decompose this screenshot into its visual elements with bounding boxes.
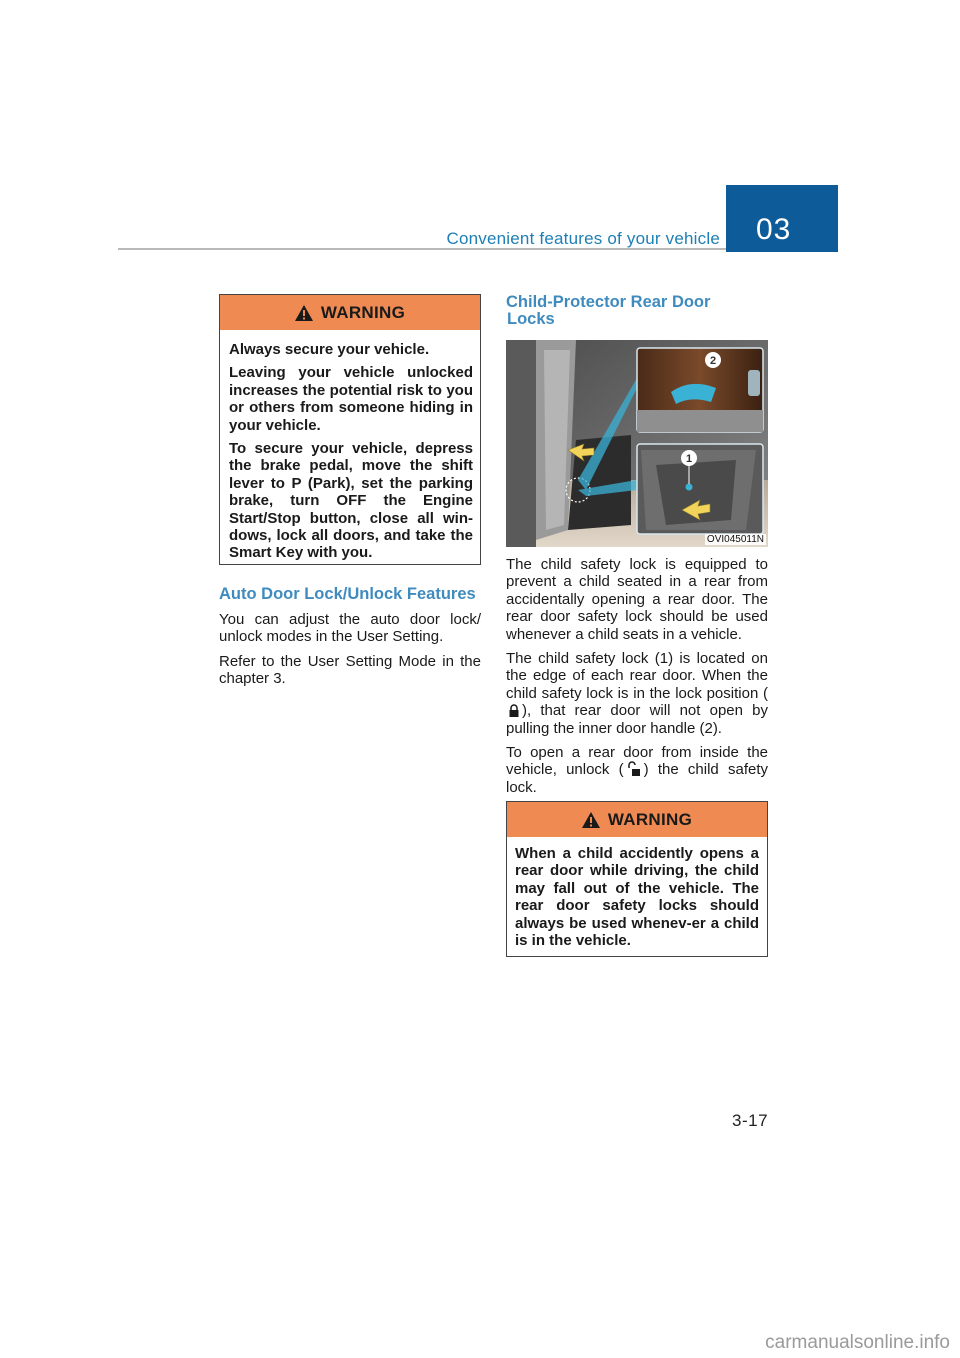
paragraph: The child safety lock is equipped to prevent a child seated in a rear from accidentally opening a rear door. The rear door safety lock should be used whenever a child seats in a vehicle.	[506, 556, 768, 643]
section-title-auto-door-lock: Auto Door Lock/Unlock Features	[219, 585, 476, 603]
warning-paragraph: When a child accidently opens a rear door while driving, the child may fall out of the vehicle. The rear door safety locks should always be used whenev-er a child is in the vehicle.	[515, 845, 759, 950]
callout-1: 1	[685, 453, 693, 465]
warning-paragraph: Always secure your vehicle.	[229, 341, 430, 358]
warning-body	[515, 845, 759, 955]
warning-title: WARNING	[320, 302, 406, 322]
section-title-line: Child-Protector Rear Door	[506, 293, 711, 311]
paragraph-text: ) the child safety lock.	[506, 761, 768, 796]
warning-header	[507, 802, 767, 837]
paragraph-unlock	[506, 744, 768, 796]
warning-paragraph: Leaving your vehicle unlocked increases the potential risk to you or others from someone hiding in your vehicle.	[229, 364, 473, 434]
section-body-child-protector	[506, 556, 768, 803]
paragraph: You can adjust the auto door lock/ unlock modes in the User Setting.	[219, 611, 481, 646]
rear-door-illustration	[506, 340, 768, 547]
chapter-number: 03	[756, 213, 792, 246]
callout-2: 2	[709, 355, 717, 367]
figure-caption: OVI045011N	[706, 534, 764, 545]
warning-body	[229, 341, 473, 568]
paragraph-lock-position	[506, 650, 768, 737]
section-body-auto-door-lock	[219, 611, 481, 695]
watermark: carmanualsonline.info	[765, 1332, 950, 1353]
page-number: 3-17	[732, 1111, 769, 1130]
warning-box-child-safety	[506, 801, 768, 957]
warning-title: WARNING	[607, 809, 693, 829]
section-title-child-protector	[506, 294, 768, 328]
paragraph-text: ), that rear door will not open by pulling the inner door handle (2).	[506, 702, 768, 737]
paragraph-text: The child safety lock (1) is located on the edge of each rear door. When the child safety lock is in the lock position (	[506, 650, 768, 702]
header-section-title: Convenient features of your vehicle	[446, 229, 720, 248]
padlock-open-icon	[627, 761, 641, 776]
chapter-tab	[726, 185, 838, 252]
warning-box-secure-vehicle	[219, 294, 481, 565]
section-title-line: Locks	[507, 310, 555, 328]
warning-triangle-icon	[582, 812, 600, 828]
warning-paragraph: To secure your vehicle, depress the brake pedal, move the shift lever to P (Park), set the parking brake, turn OFF the Engine Start/Stop button, close all win-dows, lock all doors, and take the Smart Key with you.	[229, 440, 473, 562]
child-lock-figure	[506, 340, 768, 547]
padlock-closed-icon	[509, 704, 519, 717]
warning-triangle-icon	[295, 305, 313, 321]
paragraph-text: To open a rear door from inside the vehicle, unlock (	[506, 744, 768, 779]
paragraph: Refer to the User Setting Mode in the chapter 3.	[219, 652, 481, 688]
warning-header	[220, 295, 480, 330]
